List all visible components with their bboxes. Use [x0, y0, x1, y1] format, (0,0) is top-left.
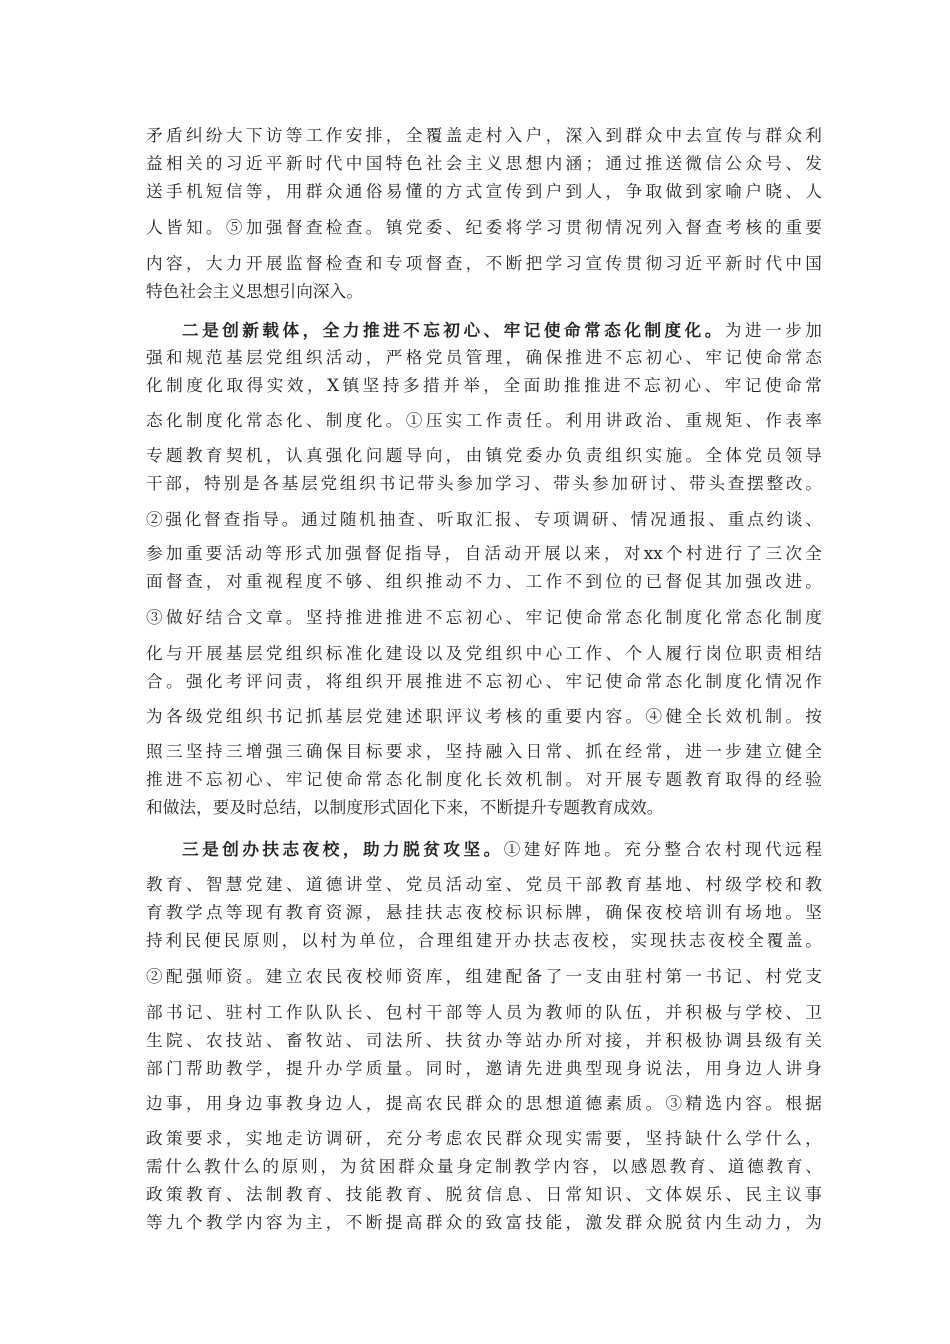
text-line: 化制度化取得实效，X镇坚持多措并举，全面助推推进不忘初心、牢记使命常: [146, 376, 822, 395]
text-line: 内容，大力开展监督检查和专项督查，不断把学习宣传贯彻习近平新时代中国: [146, 254, 822, 273]
text-line: 教育、智慧党建、道德讲堂、党员活动室、党员干部教育基地、村级学校和教: [146, 875, 822, 894]
text-line: 送手机短信等，用群众通俗易懂的方式宣传到户到人，争取做到家喻户晓、人: [146, 182, 822, 201]
paragraph-heading-line: [182, 838, 822, 861]
paragraph-heading: 二是创新载体，全力推进不忘初心、牢记使命常态化制度化。: [182, 320, 725, 340]
text-line: 面督查，对重视程度不够、组织推动不力、工作不到位的已督促其加强改进。: [146, 572, 822, 591]
text-line: 为各级党组织书记抓基层党建述职评议考核的重要内容。④健全长效机制。按: [146, 707, 822, 726]
paragraph-heading: 三是创办扶志夜校，助力脱贫攻坚。: [182, 839, 504, 859]
text-line: ②强化督查指导。通过随机抽查、听取汇报、专项调研、情况通报、重点约谈、: [146, 510, 822, 529]
text-line: 化与开展基层党组织标准化建设以及党组织中心工作、个人履行岗位职责相结: [146, 644, 822, 663]
text-line: 需什么教什么的原则，为贫困群众量身定制教学内容，以感恩教育、道德教育、: [146, 1157, 822, 1176]
text-line: 生院、农技站、畜牧站、司法所、扶贫办等站办所对接，并积极协调县级有关: [146, 1031, 822, 1050]
text-line: 矛盾纠纷大下访等工作安排，全覆盖走村入户，深入到群众中去宣传与群众利: [146, 126, 822, 145]
text-line: 持利民便民原则，以村为单位，合理组建开办扶志夜校，实现扶志夜校全覆盖。: [146, 931, 822, 950]
text-line: 推进不忘初心、牢记使命常态化制度化长效机制。对开展专题教育取得的经验: [146, 770, 822, 789]
text-line: 参加重要活动等形式加强督促指导，自活动开展以来，对xx个村进行了三次全: [146, 544, 822, 563]
text-line: 人皆知。⑤加强督查检查。镇党委、纪委将学习贯彻情况列入督查考核的重要: [146, 218, 822, 237]
text-line: 政策教育、法制教育、技能教育、脱贫信息、日常知识、文体娱乐、民主议事: [146, 1185, 822, 1204]
text-line: ②配强师资。建立农民夜校师资库，组建配备了一支由驻村第一书记、村党支: [146, 967, 822, 986]
text-line: 特色社会主义思想引向深入。: [146, 282, 364, 301]
text-line: 专题教育契机，认真强化问题导向，由镇党委办负责组织实施。全体党员领导: [146, 446, 822, 465]
text-line: 合。强化考评问责，将组织开展推进不忘初心、牢记使命常态化制度化情况作: [146, 672, 822, 691]
text-line: 态化制度化常态化、制度化。①压实工作责任。利用讲政治、重规矩、作表率: [146, 411, 822, 430]
paragraph-heading-line: [182, 319, 822, 342]
text-line: 等九个教学内容为主，不断提高群众的致富技能，激发群众脱贫内生动力，为: [146, 1213, 822, 1232]
text-line: 干部，特别是各基层党组织书记带头参加学习、带头参加研讨、带头查摆整改。: [146, 474, 822, 493]
text-line: 照三坚持三增强三确保目标要求，坚持融入日常、抓在经常，进一步建立健全: [146, 742, 822, 761]
text-line: 部门帮助教学，提升办学质量。同时，邀请先进典型现身说法，用身边人讲身: [146, 1059, 822, 1078]
text-line: 益相关的习近平新时代中国特色社会主义思想内涵；通过推送微信公众号、发: [146, 154, 822, 173]
text-line: 边事，用身边事教身边人，提高农民群众的思想道德素质。③精选内容。根据: [146, 1094, 822, 1113]
text-run: ①建好阵地。充分整合农村现代远程: [503, 840, 822, 859]
text-line: 部书记、驻村工作队队长、包村干部等人员为教师的队伍，并积极与学校、卫: [146, 1003, 822, 1022]
text-run: 为进一步加: [724, 321, 822, 340]
text-line: 政策要求，实地走访调研，充分考虑农民群众现实需要，坚持缺什么学什么，: [146, 1129, 822, 1148]
text-line: 和做法，要及时总结，以制度形式固化下来，不断提升专题教育成效。: [146, 798, 664, 817]
text-line: 强和规范基层党组织活动，严格党员管理，确保推进不忘初心、牢记使命常态: [146, 348, 822, 367]
text-line: 育教学点等现有教育资源，悬挂扶志夜校标识标牌，确保夜校培训有场地。坚: [146, 903, 822, 922]
text-line: ③做好结合文章。坚持推进推进不忘初心、牢记使命常态化制度化常态化制度: [146, 608, 822, 627]
